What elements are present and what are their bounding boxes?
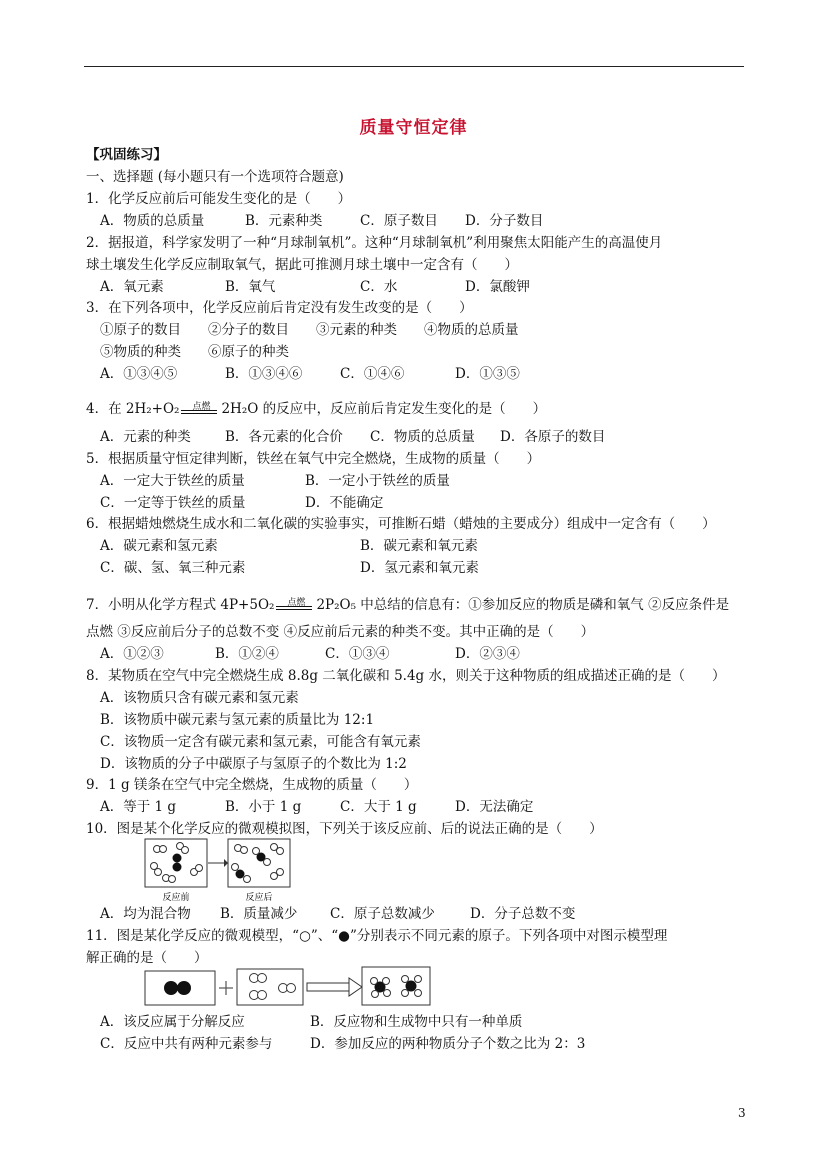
q4-equation-left: 4．在 2H₂+O₂ <box>86 401 180 417</box>
header-rule <box>84 66 744 67</box>
q3-option-a: A．①③④⑤ <box>100 366 178 382</box>
q7-option-a: A．①②③ <box>100 646 164 662</box>
q6-stem: 6．根据蜡烛燃烧生成水和二氧化碳的实验事实，可推断石蜡（蜡烛的主要成分）组成中一定含有（ ） <box>86 516 716 532</box>
q4-equation-right: 2H₂O 的反应中，反应前后肯定发生变化的是（ ） <box>221 401 547 417</box>
page-number: 3 <box>738 1106 746 1120</box>
q3-stem: 3．在下列各项中，化学反应前后肯定没有发生改变的是（ ） <box>86 300 473 316</box>
q9-option-d: D．无法确定 <box>455 799 534 815</box>
q11-stem-line2: 解正确的是（ ） <box>86 950 208 966</box>
q11-option-c: C．反应中共有两种元素参与 <box>100 1036 273 1052</box>
q10-option-d: D．分子总数不变 <box>470 906 576 922</box>
q3-items-line1: ①原子的数目 ②分子的数目 ③元素的种类 ④物质的总质量 <box>100 322 519 338</box>
q1-option-b: B．元素种类 <box>245 213 323 229</box>
q5-stem: 5．根据质量守恒定律判断，铁丝在氧气中完全燃烧，生成物的质量（ ） <box>86 451 541 467</box>
q9-stem: 9．1 g 镁条在空气中完全燃烧，生成物的质量（ ） <box>86 777 418 793</box>
q10-option-c: C．原子总数减少 <box>330 906 435 922</box>
section-heading: 【巩固练习】 <box>86 147 167 163</box>
q10-micro-diagram <box>144 838 294 902</box>
q8-option-c: C．该物质一定含有碳元素和氢元素，可能含有氧元素 <box>100 734 421 750</box>
q7-option-c: C．①③④ <box>325 646 390 662</box>
q6-option-c: C．碳、氢、氧三种元素 <box>100 560 246 576</box>
q3-option-b: B．①③④⑥ <box>225 366 303 382</box>
q8-option-a: A．该物质只含有碳元素和氢元素 <box>100 690 299 706</box>
q2-option-b: B．氧气 <box>225 279 276 295</box>
q5-option-a: A．一定大于铁丝的质量 <box>100 473 245 489</box>
q3-items-line2: ⑤物质的种类 ⑥原子的种类 <box>100 344 289 360</box>
q7-equation-left: 7．小明从化学方程式 4P+5O₂ <box>86 597 275 613</box>
q11-option-d: D．参加反应的两种物质分子个数之比为 2：3 <box>310 1036 586 1052</box>
q6-option-b: B．碳元素和氧元素 <box>360 538 478 554</box>
condition-label: 点燃 <box>192 401 211 412</box>
page-title: 质量守恒定律 <box>359 118 468 138</box>
q3-option-c: C．①④⑥ <box>340 366 405 382</box>
part-heading: 一、选择题 (每小题只有一个选项符合题意) <box>86 169 344 185</box>
q11-option-b: B．反应物和生成物中只有一种单质 <box>310 1014 523 1030</box>
q5-option-c: C．一定等于铁丝的质量 <box>100 495 246 511</box>
q6-option-d: D．氢元素和氧元素 <box>360 560 479 576</box>
q4-option-c: C．物质的总质量 <box>370 429 475 445</box>
q2-stem-line1: 2．据报道，科学家发明了一种“月球制氧机”。这种“月球制氧机”利用聚焦太阳能产生的高温使月 <box>86 235 663 251</box>
q8-stem: 8．某物质在空气中完全燃烧生成 8.8g 二氧化碳和 5.4g 水，则关于这种物质的组成描述正确的是（ ） <box>86 668 726 684</box>
q1-option-d: D．分子数目 <box>465 213 544 229</box>
q10-before-label: 反应前 <box>162 893 190 902</box>
q9-option-a: A．等于 1 g <box>100 799 177 815</box>
q2-option-d: D．氯酸钾 <box>465 279 530 295</box>
q6-option-a: A．碳元素和氢元素 <box>100 538 218 554</box>
q2-stem-line2: 球土壤发生化学反应制取氧气，据此可推测月球土壤中一定含有（ ） <box>86 257 518 273</box>
q11-stem-line1: 11．图是某化学反应的微观模型，“○”、“●”分别表示不同元素的原子。下列各项中对图示模型理 <box>86 928 668 944</box>
q10-after-label: 反应后 <box>245 893 273 902</box>
q7-option-d: D．②③④ <box>455 646 520 662</box>
q2-option-a: A．氧元素 <box>100 279 164 295</box>
q1-option-a: A．物质的总质量 <box>100 213 205 229</box>
q9-option-c: C．大于 1 g <box>340 799 417 815</box>
q1-stem: 1．化学反应前后可能发生变化的是（ ） <box>86 191 352 207</box>
q4-option-a: A．元素的种类 <box>100 429 191 445</box>
q4-option-d: D．各原子的数目 <box>500 429 606 445</box>
q10-stem: 10．图是某个化学反应的微观模拟图，下列关于该反应前、后的说法正确的是（ ） <box>86 821 603 837</box>
q4-stem <box>86 400 546 418</box>
q11-micro-model-diagram <box>144 966 434 1008</box>
q8-option-b: B．该物质中碳元素与氢元素的质量比为 12:1 <box>100 712 375 728</box>
q4-option-b: B．各元素的化合价 <box>225 429 343 445</box>
q1-option-c: C．原子数目 <box>360 213 438 229</box>
q3-option-d: D．①③⑤ <box>455 366 520 382</box>
q10-option-a: A．均为混合物 <box>100 906 191 922</box>
q7-equation-right: 2P₂O₅ 中总结的信息有：①参加反应的物质是磷和氧气 ②反应条件是 <box>316 597 730 613</box>
q7-option-b: B．①②④ <box>215 646 279 662</box>
q7-stem-line1 <box>86 596 729 614</box>
condition-label: 点燃 <box>287 597 306 608</box>
q5-option-b: B．一定小于铁丝的质量 <box>305 473 450 489</box>
q8-option-d: D．该物质的分子中碳原子与氢原子的个数比为 1:2 <box>100 756 407 772</box>
q9-option-b: B．小于 1 g <box>225 799 302 815</box>
q7-stem-line2: 点燃 ③反应前后分子的总数不变 ④反应前后元素的种类不变。其中正确的是（ ） <box>86 624 595 640</box>
q5-option-d: D．不能确定 <box>305 495 384 511</box>
q10-option-b: B．质量减少 <box>220 906 298 922</box>
q2-option-c: C．水 <box>360 279 398 295</box>
q11-option-a: A．该反应属于分解反应 <box>100 1014 245 1030</box>
